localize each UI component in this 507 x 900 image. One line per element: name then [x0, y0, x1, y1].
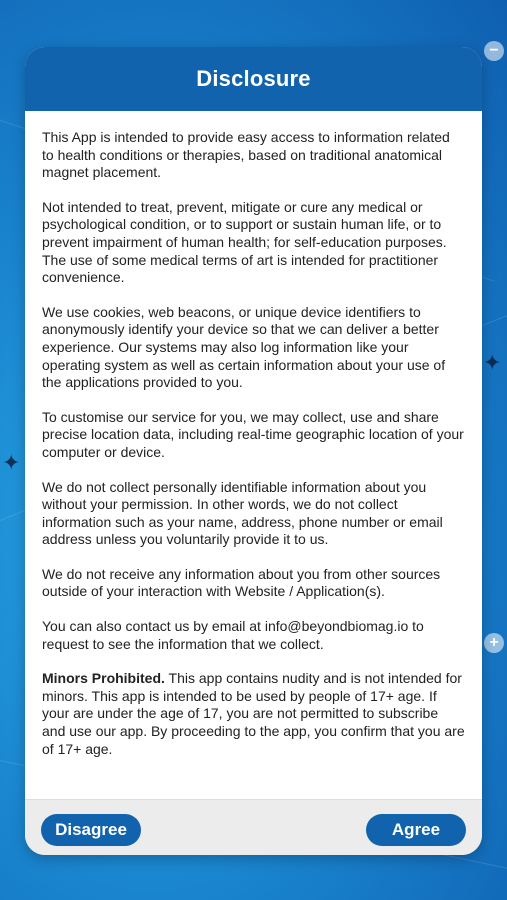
zoom-in-button[interactable]: + [484, 633, 504, 653]
dialog-header [25, 47, 482, 111]
disclosure-paragraph: We do not collect personally identifiable information about you without your permission. In other words, we do not collect information such as your name, address, phone number or email address unless you voluntarily provide it to us. [42, 478, 443, 548]
figure-icon: ✦ [483, 350, 502, 375]
minors-heading: Minors Prohibited. [42, 670, 165, 687]
dialog-footer [25, 799, 482, 855]
minors-text: This app contains nudity and is not intended for minors. This app is intended to be used by people of 17+ age. If your are under the age of 17, you are not permitted to subscribe and use our app. By proceeding to the app, you confirm that you are of 17+ age. [42, 670, 465, 757]
minors-paragraph [42, 670, 465, 758]
disagree-button[interactable]: Disagree [41, 814, 141, 846]
dialog-body [25, 111, 482, 758]
disclosure-paragraph: We do not receive any information about you from other sources outside of your interaction with Website / Application(s). [42, 565, 441, 600]
disclosure-dialog [25, 47, 482, 855]
disclosure-paragraph: To customise our service for you, we may collect, use and share precise location data, including real-time geographic location of your computer or device. [42, 408, 464, 460]
agree-button[interactable]: Agree [366, 814, 466, 846]
disclosure-paragraph: This App is intended to provide easy access to information related to health conditions or therapies, based on traditional anatomical magnet placement. [42, 129, 450, 181]
disclosure-paragraph: Not intended to treat, prevent, mitigate or cure any medical or psychological condition, or to support or sustain human life, or to prevent impairment of human health; for self-education purposes. The use of some medical terms of art is intended for practitioner convenience. [42, 198, 447, 286]
zoom-out-button[interactable]: − [484, 41, 504, 61]
figure-icon: ✦ [2, 450, 21, 475]
disclosure-paragraph: You can also contact us by email at info@beyondbiomag.io to request to see the information that we collect. [42, 618, 424, 652]
dialog-title: Disclosure [196, 66, 311, 91]
disclosure-paragraph: We use cookies, web beacons, or unique device identifiers to anonymously identify your device so that we can deliver a better experience. Our systems may also log information like your operating system as well as certain information about your use of the applications provided to you. [42, 303, 446, 391]
